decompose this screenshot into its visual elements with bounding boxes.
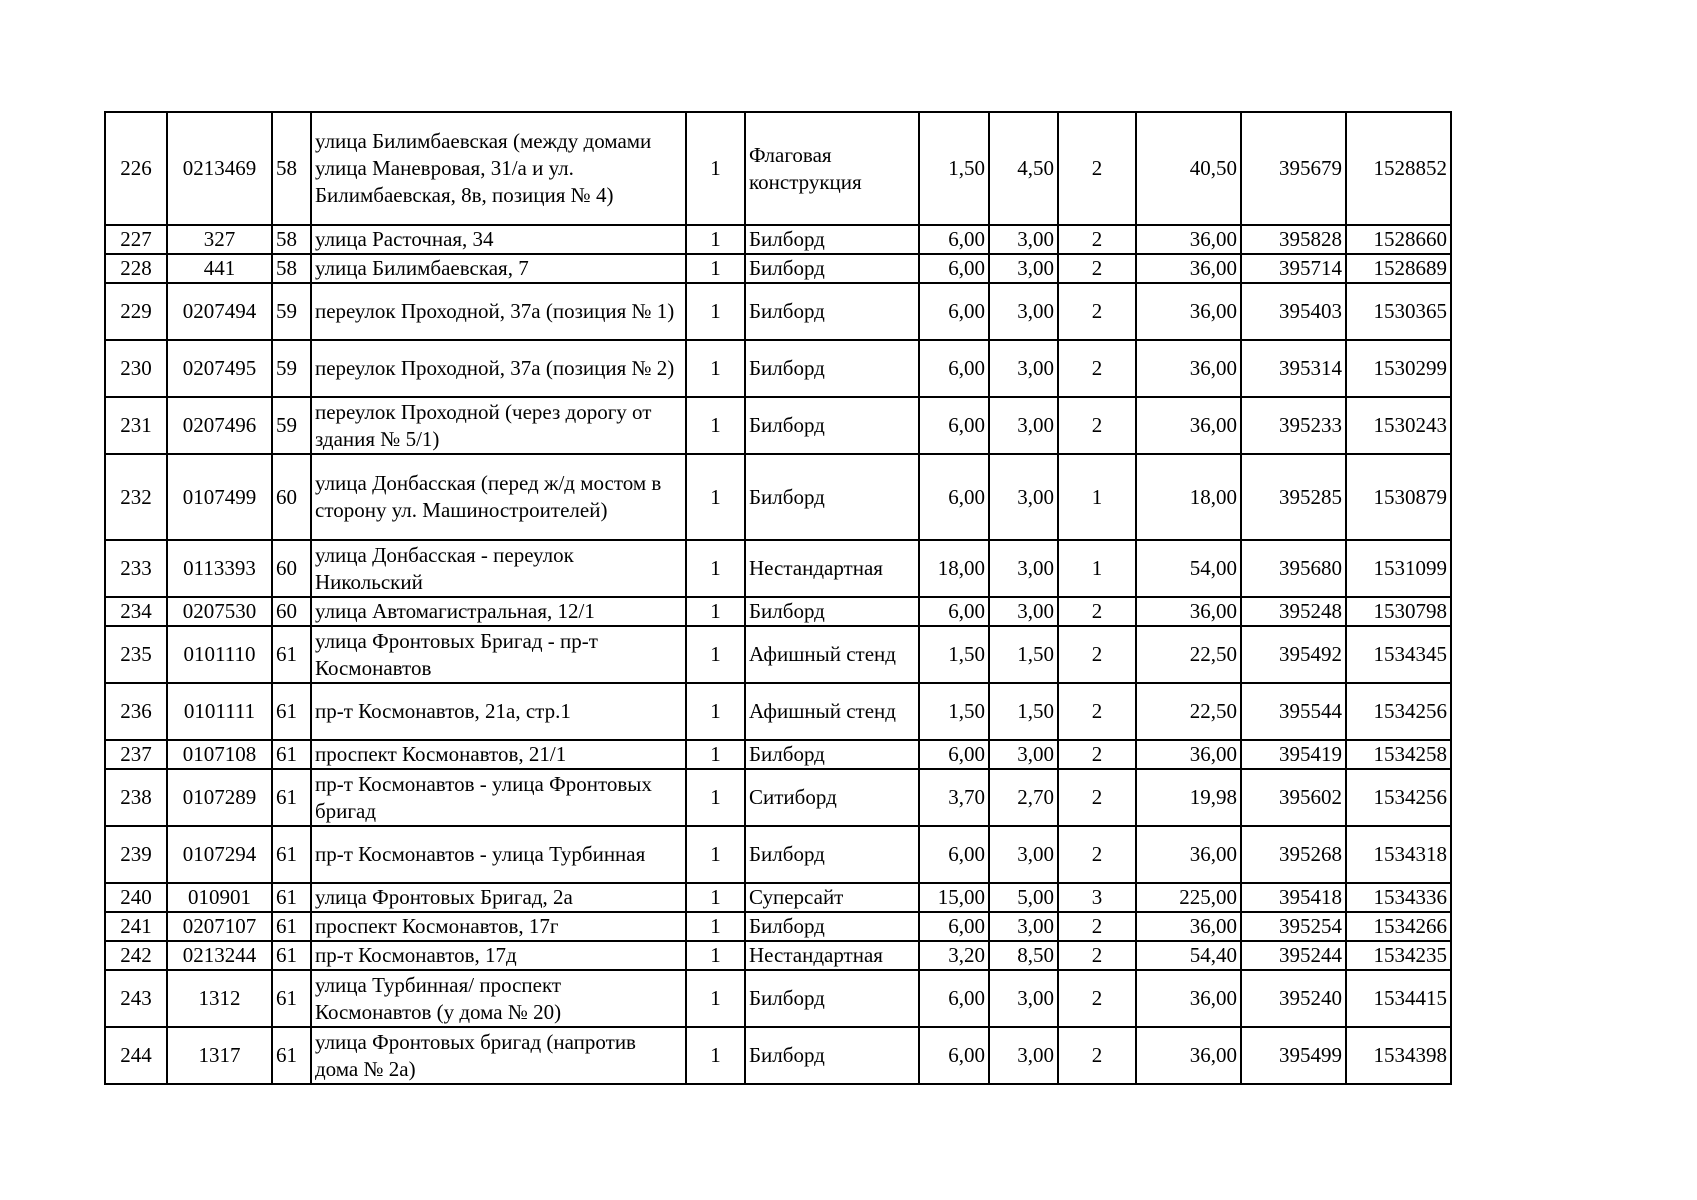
sides-count-cell: 2 [1058,112,1136,225]
structure-code-cell: 0101110 [167,626,272,683]
height-cell: 3,00 [989,225,1058,254]
sides-count-cell: 2 [1058,225,1136,254]
table-row [105,970,1451,1027]
row-number-cell: 228 [105,254,167,283]
structure-type-cell: Ситиборд [745,769,919,826]
zone-number-cell: 58 [272,254,311,283]
table-row [105,883,1451,912]
structure-code-cell: 0207107 [167,912,272,941]
coordinate-y-cell: 1531099 [1346,540,1451,597]
coordinate-y-cell: 1530243 [1346,397,1451,454]
height-cell: 3,00 [989,826,1058,883]
width-cell: 1,50 [919,683,989,740]
row-number-cell: 236 [105,683,167,740]
table-row [105,283,1451,340]
structure-type-cell: Билборд [745,912,919,941]
address-cell: пр-т Космонавтов, 21а, стр.1 [311,683,686,740]
table-row [105,1027,1451,1084]
zone-number-cell: 60 [272,597,311,626]
area-cell: 36,00 [1136,340,1241,397]
width-cell: 6,00 [919,254,989,283]
quantity-cell: 1 [686,397,745,454]
area-cell: 54,00 [1136,540,1241,597]
structure-code-cell: 0107289 [167,769,272,826]
width-cell: 6,00 [919,454,989,540]
zone-number-cell: 61 [272,826,311,883]
width-cell: 6,00 [919,912,989,941]
quantity-cell: 1 [686,826,745,883]
row-number-cell: 242 [105,941,167,970]
table-row [105,626,1451,683]
table-row [105,254,1451,283]
quantity-cell: 1 [686,912,745,941]
table-row [105,941,1451,970]
coordinate-y-cell: 1534235 [1346,941,1451,970]
height-cell: 3,00 [989,340,1058,397]
structure-code-cell: 0207495 [167,340,272,397]
coordinate-x-cell: 395285 [1241,454,1346,540]
structure-code-cell: 327 [167,225,272,254]
structure-code-cell: 0107108 [167,740,272,769]
coordinate-y-cell: 1530798 [1346,597,1451,626]
zone-number-cell: 61 [272,912,311,941]
structure-code-cell: 0113393 [167,540,272,597]
sides-count-cell: 3 [1058,883,1136,912]
structure-type-cell: Билборд [745,397,919,454]
quantity-cell: 1 [686,683,745,740]
row-number-cell: 237 [105,740,167,769]
height-cell: 3,00 [989,597,1058,626]
quantity-cell: 1 [686,254,745,283]
structure-type-cell: Билборд [745,254,919,283]
row-number-cell: 240 [105,883,167,912]
coordinate-y-cell: 1534318 [1346,826,1451,883]
sides-count-cell: 2 [1058,597,1136,626]
table-body [105,112,1451,1084]
table-row [105,597,1451,626]
structure-type-cell: Билборд [745,826,919,883]
width-cell: 3,20 [919,941,989,970]
height-cell: 3,00 [989,454,1058,540]
height-cell: 3,00 [989,1027,1058,1084]
row-number-cell: 244 [105,1027,167,1084]
area-cell: 36,00 [1136,254,1241,283]
coordinate-x-cell: 395714 [1241,254,1346,283]
height-cell: 3,00 [989,740,1058,769]
area-cell: 36,00 [1136,597,1241,626]
coordinate-y-cell: 1534415 [1346,970,1451,1027]
row-number-cell: 230 [105,340,167,397]
quantity-cell: 1 [686,740,745,769]
coordinate-y-cell: 1530879 [1346,454,1451,540]
structure-type-cell: Билборд [745,740,919,769]
table-row [105,112,1451,225]
coordinate-x-cell: 395233 [1241,397,1346,454]
structure-type-cell: Билборд [745,1027,919,1084]
quantity-cell: 1 [686,626,745,683]
area-cell: 22,50 [1136,626,1241,683]
structure-type-cell: Билборд [745,597,919,626]
width-cell: 6,00 [919,397,989,454]
area-cell: 36,00 [1136,397,1241,454]
sides-count-cell: 2 [1058,626,1136,683]
zone-number-cell: 61 [272,970,311,1027]
height-cell: 3,00 [989,540,1058,597]
address-cell: улица Турбинная/ проспект Космонавтов (у дома № 20) [311,970,686,1027]
area-cell: 40,50 [1136,112,1241,225]
coordinate-y-cell: 1534336 [1346,883,1451,912]
width-cell: 6,00 [919,225,989,254]
zone-number-cell: 59 [272,397,311,454]
area-cell: 54,40 [1136,941,1241,970]
area-cell: 36,00 [1136,283,1241,340]
coordinate-x-cell: 395268 [1241,826,1346,883]
structure-type-cell: Нестандартная [745,941,919,970]
coordinate-x-cell: 395418 [1241,883,1346,912]
coordinate-y-cell: 1534256 [1346,683,1451,740]
coordinate-y-cell: 1534256 [1346,769,1451,826]
structure-code-cell: 441 [167,254,272,283]
width-cell: 3,70 [919,769,989,826]
zone-number-cell: 61 [272,683,311,740]
zone-number-cell: 61 [272,769,311,826]
address-cell: улица Билимбаевская, 7 [311,254,686,283]
coordinate-x-cell: 395828 [1241,225,1346,254]
table-row [105,769,1451,826]
sides-count-cell: 2 [1058,397,1136,454]
address-cell: улица Фронтовых бригад (напротив дома № 2а) [311,1027,686,1084]
structure-type-cell: Билборд [745,454,919,540]
sides-count-cell: 2 [1058,740,1136,769]
coordinate-x-cell: 395602 [1241,769,1346,826]
zone-number-cell: 61 [272,1027,311,1084]
quantity-cell: 1 [686,970,745,1027]
sides-count-cell: 2 [1058,683,1136,740]
width-cell: 6,00 [919,283,989,340]
quantity-cell: 1 [686,540,745,597]
row-number-cell: 239 [105,826,167,883]
row-number-cell: 232 [105,454,167,540]
table-row [105,340,1451,397]
coordinate-x-cell: 395248 [1241,597,1346,626]
zone-number-cell: 60 [272,454,311,540]
area-cell: 36,00 [1136,1027,1241,1084]
structure-code-cell: 1317 [167,1027,272,1084]
row-number-cell: 235 [105,626,167,683]
address-cell: проспект Космонавтов, 21/1 [311,740,686,769]
coordinate-x-cell: 395403 [1241,283,1346,340]
structure-type-cell: Билборд [745,970,919,1027]
coordinate-y-cell: 1530299 [1346,340,1451,397]
height-cell: 1,50 [989,626,1058,683]
structure-code-cell: 0207496 [167,397,272,454]
coordinate-y-cell: 1528852 [1346,112,1451,225]
coordinate-x-cell: 395419 [1241,740,1346,769]
address-cell: пр-т Космонавтов - улица Фронтовых бригад [311,769,686,826]
row-number-cell: 234 [105,597,167,626]
sides-count-cell: 2 [1058,283,1136,340]
structure-type-cell: Билборд [745,283,919,340]
coordinate-y-cell: 1534258 [1346,740,1451,769]
width-cell: 1,50 [919,626,989,683]
address-cell: улица Фронтовых Бригад, 2а [311,883,686,912]
width-cell: 6,00 [919,826,989,883]
table-row [105,740,1451,769]
structure-code-cell: 0101111 [167,683,272,740]
structure-type-cell: Билборд [745,340,919,397]
coordinate-x-cell: 395544 [1241,683,1346,740]
sides-count-cell: 2 [1058,912,1136,941]
quantity-cell: 1 [686,1027,745,1084]
sides-count-cell: 1 [1058,540,1136,597]
structure-code-cell: 1312 [167,970,272,1027]
height-cell: 3,00 [989,397,1058,454]
sides-count-cell: 2 [1058,254,1136,283]
address-cell: улица Фронтовых Бригад - пр-т Космонавтов [311,626,686,683]
coordinate-x-cell: 395679 [1241,112,1346,225]
address-cell: улица Расточная, 34 [311,225,686,254]
coordinate-y-cell: 1534398 [1346,1027,1451,1084]
area-cell: 36,00 [1136,970,1241,1027]
row-number-cell: 229 [105,283,167,340]
address-cell: улица Донбасская - переулок Никольский [311,540,686,597]
sides-count-cell: 2 [1058,941,1136,970]
width-cell: 6,00 [919,970,989,1027]
coordinate-x-cell: 395240 [1241,970,1346,1027]
address-cell: пр-т Космонавтов - улица Турбинная [311,826,686,883]
zone-number-cell: 58 [272,225,311,254]
address-cell: переулок Проходной (через дорогу от здания № 5/1) [311,397,686,454]
width-cell: 6,00 [919,340,989,397]
quantity-cell: 1 [686,454,745,540]
quantity-cell: 1 [686,597,745,626]
height-cell: 3,00 [989,912,1058,941]
sides-count-cell: 2 [1058,826,1136,883]
height-cell: 1,50 [989,683,1058,740]
coordinate-x-cell: 395314 [1241,340,1346,397]
table-row [105,683,1451,740]
coordinate-x-cell: 395499 [1241,1027,1346,1084]
height-cell: 4,50 [989,112,1058,225]
area-cell: 19,98 [1136,769,1241,826]
height-cell: 5,00 [989,883,1058,912]
structure-type-cell: Нестандартная [745,540,919,597]
quantity-cell: 1 [686,883,745,912]
row-number-cell: 226 [105,112,167,225]
coordinate-x-cell: 395244 [1241,941,1346,970]
height-cell: 2,70 [989,769,1058,826]
zone-number-cell: 59 [272,340,311,397]
coordinate-x-cell: 395492 [1241,626,1346,683]
row-number-cell: 233 [105,540,167,597]
structure-code-cell: 010901 [167,883,272,912]
structure-code-cell: 0107499 [167,454,272,540]
quantity-cell: 1 [686,340,745,397]
address-cell: улица Автомагистральная, 12/1 [311,597,686,626]
table-row [105,540,1451,597]
quantity-cell: 1 [686,283,745,340]
address-cell: улица Билимбаевская (между домами улица Маневровая, 31/а и ул. Билимбаевская, 8в, позиция № 4) [311,112,686,225]
quantity-cell: 1 [686,941,745,970]
coordinate-x-cell: 395254 [1241,912,1346,941]
zone-number-cell: 60 [272,540,311,597]
zone-number-cell: 61 [272,883,311,912]
structure-type-cell: Суперсайт [745,883,919,912]
structure-code-cell: 0207530 [167,597,272,626]
width-cell: 6,00 [919,1027,989,1084]
width-cell: 6,00 [919,597,989,626]
row-number-cell: 227 [105,225,167,254]
table-row [105,912,1451,941]
coordinate-y-cell: 1534266 [1346,912,1451,941]
sides-count-cell: 1 [1058,454,1136,540]
structure-type-cell: Афишный стенд [745,683,919,740]
area-cell: 36,00 [1136,740,1241,769]
quantity-cell: 1 [686,225,745,254]
address-cell: переулок Проходной, 37а (позиция № 2) [311,340,686,397]
table-row [105,826,1451,883]
structure-code-cell: 0107294 [167,826,272,883]
zone-number-cell: 59 [272,283,311,340]
area-cell: 36,00 [1136,225,1241,254]
area-cell: 225,00 [1136,883,1241,912]
row-number-cell: 241 [105,912,167,941]
structure-code-cell: 0213244 [167,941,272,970]
address-cell: переулок Проходной, 37а (позиция № 1) [311,283,686,340]
zone-number-cell: 61 [272,626,311,683]
width-cell: 1,50 [919,112,989,225]
address-cell: проспект Космонавтов, 17г [311,912,686,941]
area-cell: 22,50 [1136,683,1241,740]
row-number-cell: 243 [105,970,167,1027]
structure-type-cell: Афишный стенд [745,626,919,683]
address-cell: улица Донбасская (перед ж/д мостом в сторону ул. Машиностроителей) [311,454,686,540]
sides-count-cell: 2 [1058,1027,1136,1084]
structure-type-cell: Билборд [745,225,919,254]
height-cell: 3,00 [989,283,1058,340]
quantity-cell: 1 [686,112,745,225]
coordinate-x-cell: 395680 [1241,540,1346,597]
structure-type-cell: Флаговая конструкция [745,112,919,225]
zone-number-cell: 61 [272,941,311,970]
coordinate-y-cell: 1528689 [1346,254,1451,283]
sides-count-cell: 2 [1058,970,1136,1027]
table-row [105,397,1451,454]
height-cell: 3,00 [989,970,1058,1027]
coordinate-y-cell: 1530365 [1346,283,1451,340]
row-number-cell: 231 [105,397,167,454]
width-cell: 18,00 [919,540,989,597]
structure-code-cell: 0207494 [167,283,272,340]
coordinate-y-cell: 1528660 [1346,225,1451,254]
address-cell: пр-т Космонавтов, 17д [311,941,686,970]
coordinate-y-cell: 1534345 [1346,626,1451,683]
sides-count-cell: 2 [1058,340,1136,397]
area-cell: 18,00 [1136,454,1241,540]
table-row [105,225,1451,254]
height-cell: 8,50 [989,941,1058,970]
structure-code-cell: 0213469 [167,112,272,225]
width-cell: 15,00 [919,883,989,912]
zone-number-cell: 61 [272,740,311,769]
zone-number-cell: 58 [272,112,311,225]
area-cell: 36,00 [1136,912,1241,941]
sides-count-cell: 2 [1058,769,1136,826]
height-cell: 3,00 [989,254,1058,283]
width-cell: 6,00 [919,740,989,769]
table-row [105,454,1451,540]
row-number-cell: 238 [105,769,167,826]
advertising-structures-table [104,111,1452,1085]
quantity-cell: 1 [686,769,745,826]
area-cell: 36,00 [1136,826,1241,883]
